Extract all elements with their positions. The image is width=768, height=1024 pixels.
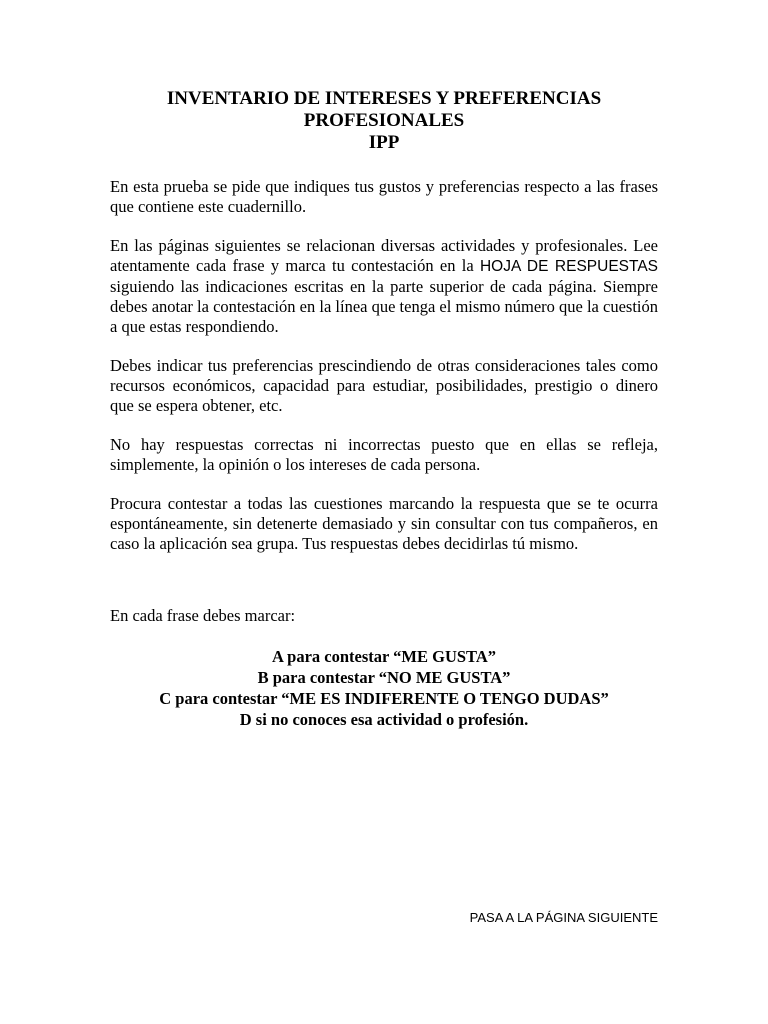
title-line-3: IPP xyxy=(368,132,400,153)
paragraph-1: En esta prueba se pide que indiques tus gustos y preferencias respecto a las frases que contiene este cuadernillo. xyxy=(110,177,658,216)
option-a: A para contestar “ME GUSTA” xyxy=(272,647,496,666)
paragraph-2-end: siguiendo las indicaciones escritas en la parte superior de cada página. Siempre debes anotar la contestación en la línea que tenga el mismo número que la cuestión a que estas respondiendo. xyxy=(110,277,658,336)
title-line-1: INVENTARIO DE INTERESES Y PREFERENCIAS xyxy=(166,88,602,109)
next-page-footer: PASA A LA PÁGINA SIGUIENTE xyxy=(469,910,658,925)
option-c: C para contestar “ME ES INDIFERENTE O TENGO DUDAS” xyxy=(159,689,609,708)
option-b: B para contestar “NO ME GUSTA” xyxy=(257,668,511,687)
paragraph-4: No hay respuestas correctas ni incorrectas puesto que en ellas se refleja, simplemente, la opinión o los intereses de cada persona. xyxy=(110,435,658,474)
paragraph-5: Procura contestar a todas las cuestiones marcando la respuesta que se te ocurra espontáneamente, sin detenerte demasiado y sin consultar con tus compañeros, en caso la aplicación sea grupa. Tus respuestas debes decidirlas tú mismo. xyxy=(110,494,658,553)
marking-instruction: En cada frase debes marcar: xyxy=(110,606,296,625)
document-title xyxy=(110,88,658,154)
option-d: D si no conoces esa actividad o profesión. xyxy=(239,710,529,729)
paragraph-2 xyxy=(110,236,658,337)
hoja-de-respuestas-text: HOJA DE RESPUESTAS xyxy=(479,258,658,275)
paragraph-3: Debes indicar tus preferencias prescindiendo de otras consideraciones tales como recursos económicos, capacidad para estudiar, posibilidades, prestigio o dinero que se espera obtener, etc. xyxy=(110,356,658,415)
answer-options xyxy=(110,646,658,730)
instructions-body xyxy=(110,177,658,573)
title-line-2: PROFESIONALES xyxy=(303,110,465,131)
paragraph-2-start: En las páginas siguientes se relacionan diversas actividades y profesionales. Lee atentamente cada frase y marca tu contestación en la xyxy=(110,236,658,275)
